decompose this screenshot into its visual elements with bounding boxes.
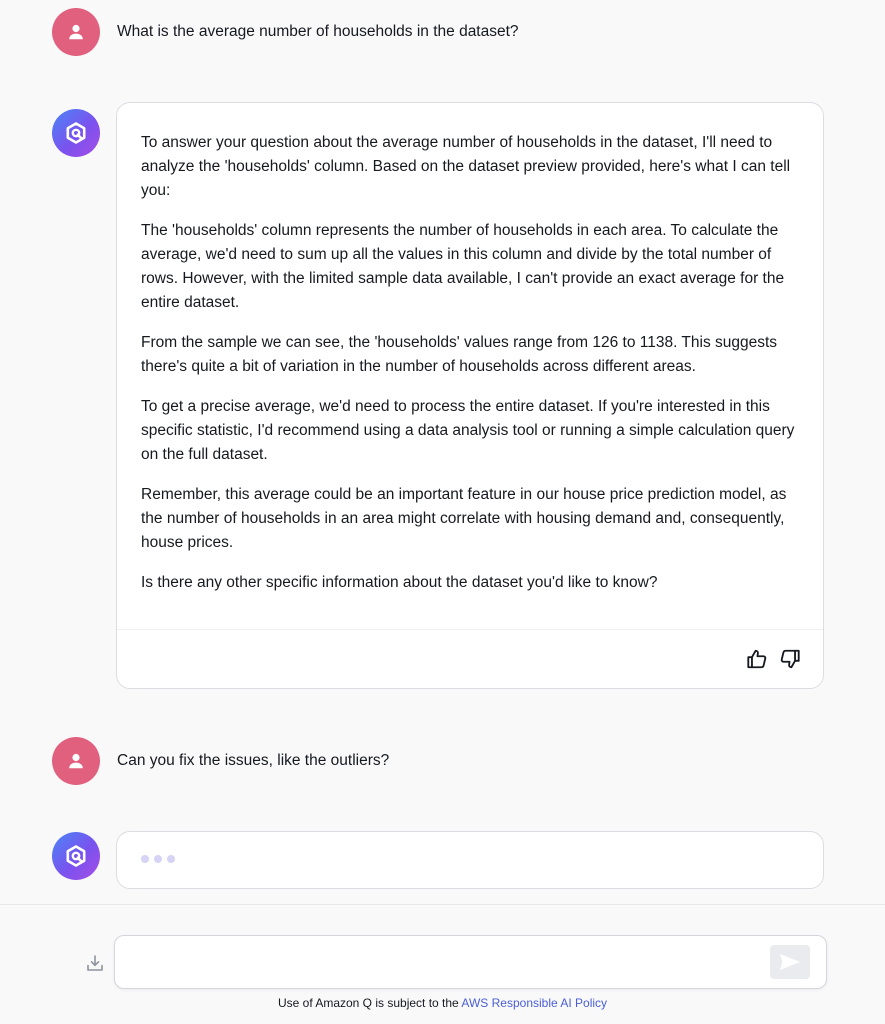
assistant-paragraph: Remember, this average could be an important feature in our house price prediction model, as the number of households in an area might correlate with housing demand and, consequently, house prices. xyxy=(141,486,787,551)
user-avatar xyxy=(52,8,100,56)
download-tray-icon xyxy=(85,953,105,973)
amazon-q-avatar xyxy=(52,109,100,157)
send-arrow-icon xyxy=(779,953,801,971)
amazon-q-avatar xyxy=(52,832,100,880)
assistant-typing-bubble xyxy=(116,831,824,889)
user-message-text: Can you fix the issues, like the outliers? xyxy=(117,752,390,769)
typing-indicator xyxy=(141,855,175,863)
assistant-paragraph: The 'households' column represents the number of households in each area. To calculate the average, we'd need to sum up all the values in this column and divide by the total number of rows. However, with the limited sample data available, I can't provide an exact average for the entire dataset. xyxy=(141,222,785,311)
assistant-paragraph: From the sample we can see, the 'households' values range from 126 to 1138. This suggests there's quite a bit of variation in the number of households across different areas. xyxy=(141,334,778,375)
assistant-paragraph: To get a precise average, we'd need to process the entire dataset. If you're interested in this specific statistic, I'd recommend using a data analysis tool or running a simple calculation query on the full dataset. xyxy=(141,398,795,463)
chat-input-box xyxy=(114,935,827,989)
terms-notice xyxy=(0,996,885,1010)
message-feedback-bar xyxy=(117,629,823,688)
assistant-message-bubble xyxy=(116,102,824,689)
terms-notice-text: Use of Amazon Q is subject to the xyxy=(277,996,462,1010)
thumbs-up-icon xyxy=(746,648,768,670)
typing-dot xyxy=(167,855,175,863)
thumbs-down-icon xyxy=(779,648,801,670)
person-icon xyxy=(66,751,86,771)
chat-input[interactable] xyxy=(129,946,763,980)
assistant-paragraph: Is there any other specific information about the dataset you'd like to know? xyxy=(141,574,658,591)
user-avatar xyxy=(52,737,100,785)
thumbs-up-button[interactable] xyxy=(746,648,768,670)
person-icon xyxy=(66,22,86,42)
assistant-paragraph: To answer your question about the average number of households in the dataset, I'll need to analyze the 'households' column. Based on the dataset preview provided, here's what I can tell you: xyxy=(141,134,791,199)
typing-dot xyxy=(154,855,162,863)
aws-responsible-ai-policy-link[interactable]: AWS Responsible AI Policy xyxy=(461,996,608,1010)
user-message-text: What is the average number of households in the dataset? xyxy=(117,23,519,40)
assistant-message-content xyxy=(117,103,823,595)
attach-button[interactable] xyxy=(84,952,106,974)
send-button[interactable] xyxy=(770,945,810,979)
amazon-q-logo-icon xyxy=(64,121,88,145)
thumbs-down-button[interactable] xyxy=(779,648,801,670)
typing-dot xyxy=(141,855,149,863)
amazon-q-logo-icon xyxy=(64,844,88,868)
composer-divider xyxy=(0,904,885,905)
